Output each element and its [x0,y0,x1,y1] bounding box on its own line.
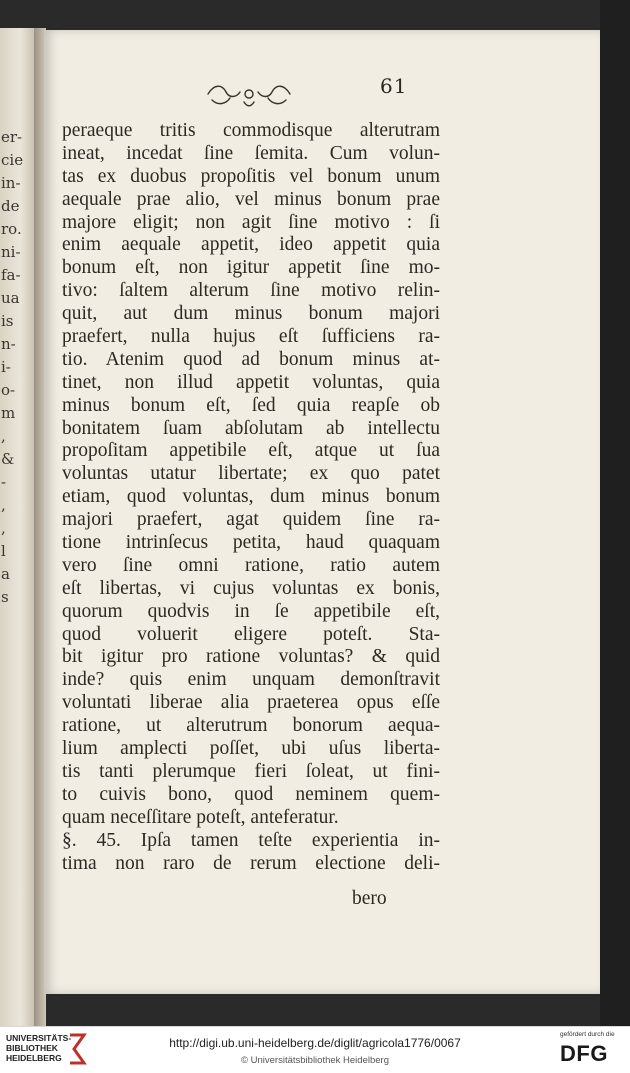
catchword: bero [352,888,387,909]
text-line: bonitatem ſuam abſolutam ab intellectu [62,417,440,439]
left-page-fragment: , [1,519,6,537]
text-line: §. 45. Ipſa tamen teſte experientia in- [62,829,440,851]
page-number: 61 [380,74,408,98]
copyright-notice: © Universitätsbibliothek Heidelberg [241,1055,389,1066]
left-page-fragment: o- [1,381,16,399]
left-page-fragment: ua [1,289,20,307]
left-page-fragment: ni- [1,243,21,261]
text-line: voluntati liberae alia praeterea opus eſſe [62,692,440,714]
text-line: lium amplecti poſſet, ubi uſus liberta- [62,738,440,760]
text-line: aequale prae alio, vel minus bonum prae [62,188,440,210]
text-line: quam neceſſitare poteſt, anteferatur. [62,806,339,828]
left-page-fragment: in- [1,174,21,192]
left-page-fragment: , [1,427,6,445]
text-line: praefert, nulla hujus eſt ſufficiens ra- [62,326,440,348]
page-body-text [62,120,440,875]
text-line: quorum quodvis in ſe appetibile eſt, [62,600,440,622]
funding-label: gefördert durch die [560,1031,615,1038]
text-line: to cuivis bono, quod neminem quem- [62,783,440,805]
left-page-fragment: & [1,450,15,468]
scan-background-right [600,0,630,1026]
text-line: quod voluerit eligere poteſt. Sta- [62,623,440,645]
text-line: ineat, incedat ſine ſemita. Cum volun- [62,142,440,164]
text-line: tas ex duobus propoſitis vel bonum unum [62,165,440,187]
library-name-line: BIBLIOTHEK [6,1043,58,1053]
text-line: vero ſine omni ratione, ratio autem [62,554,440,576]
left-page-fragment: i- [1,358,11,376]
text-line: inde? quis enim unquam demonſtravit [62,669,440,691]
text-line: tio. Atenim quod ad bonum minus at- [62,348,440,370]
dfg-logo[interactable]: DFG [560,1041,608,1066]
printers-ornament-icon [204,80,294,110]
left-page-fragment: s [1,588,9,606]
text-line: quit, aut dum minus bonum majori [62,303,440,325]
source-url-link[interactable]: http://digi.ub.uni-heidelberg.de/diglit/agricola1776/0067 [169,1036,461,1050]
text-line: minus bonum eſt, ſed quia reapſe ob [62,394,440,416]
text-line: tinet, non illud appetit voluntas, quia [62,371,440,393]
text-line: ratione, ut alterutrum bonorum aequa- [62,715,440,737]
left-page-fragment: a [1,565,10,583]
text-line: majori praefert, agat quidem ſine ra- [62,509,440,531]
text-line: tis tanti plerumque fieri ſoleat, ut fini- [62,760,440,782]
library-name-line: UNIVERSITÄTS- [6,1033,72,1043]
book-page [44,30,600,994]
library-name-line: HEIDELBERG [6,1053,62,1063]
text-line: peraeque tritis commodisque alterutram [62,120,440,141]
left-page-fragment: l [1,542,6,560]
text-line: enim aequale appetit, ideo appetit quia [62,234,440,256]
left-page-fragment: fa- [1,266,21,284]
text-line: bonum eſt, non igitur appetit ſine mo- [62,257,440,279]
text-line: tima non raro de rerum electione deli- [62,852,440,874]
text-line: eſt libertas, vi cujus voluntas ex bonis, [62,577,440,599]
text-line: tivo: ſaltem alterum ſine motivo relin- [62,280,440,302]
text-line: tione intrinſecus petita, haud quaquam [62,532,440,554]
left-page-fragment: er- [1,128,23,146]
left-page-fragment: cie [1,151,24,169]
text-line: voluntas utatur libertate; ex quo patet [62,463,440,485]
left-page-fragment: n- [1,335,16,353]
text-line: majore eligit; non agit ſine motivo : ſi [62,211,440,233]
left-page-fragment: m [1,404,16,422]
text-line: propoſitam appetibile eſt, atque ut ſua [62,440,440,462]
left-page-fragment: , [1,496,6,514]
text-line: bit igitur pro ratione voluntas? & quid [62,646,440,668]
left-page-fragment: - [1,473,7,491]
left-page-fragment: is [1,312,14,330]
footer-bar [0,1026,630,1073]
text-line: etiam, quod voluntas, dum minus bonum [62,486,440,508]
left-page-fragment: ro. [1,220,22,238]
left-page-fragment: de [1,197,20,215]
left-facing-page [0,28,34,1026]
